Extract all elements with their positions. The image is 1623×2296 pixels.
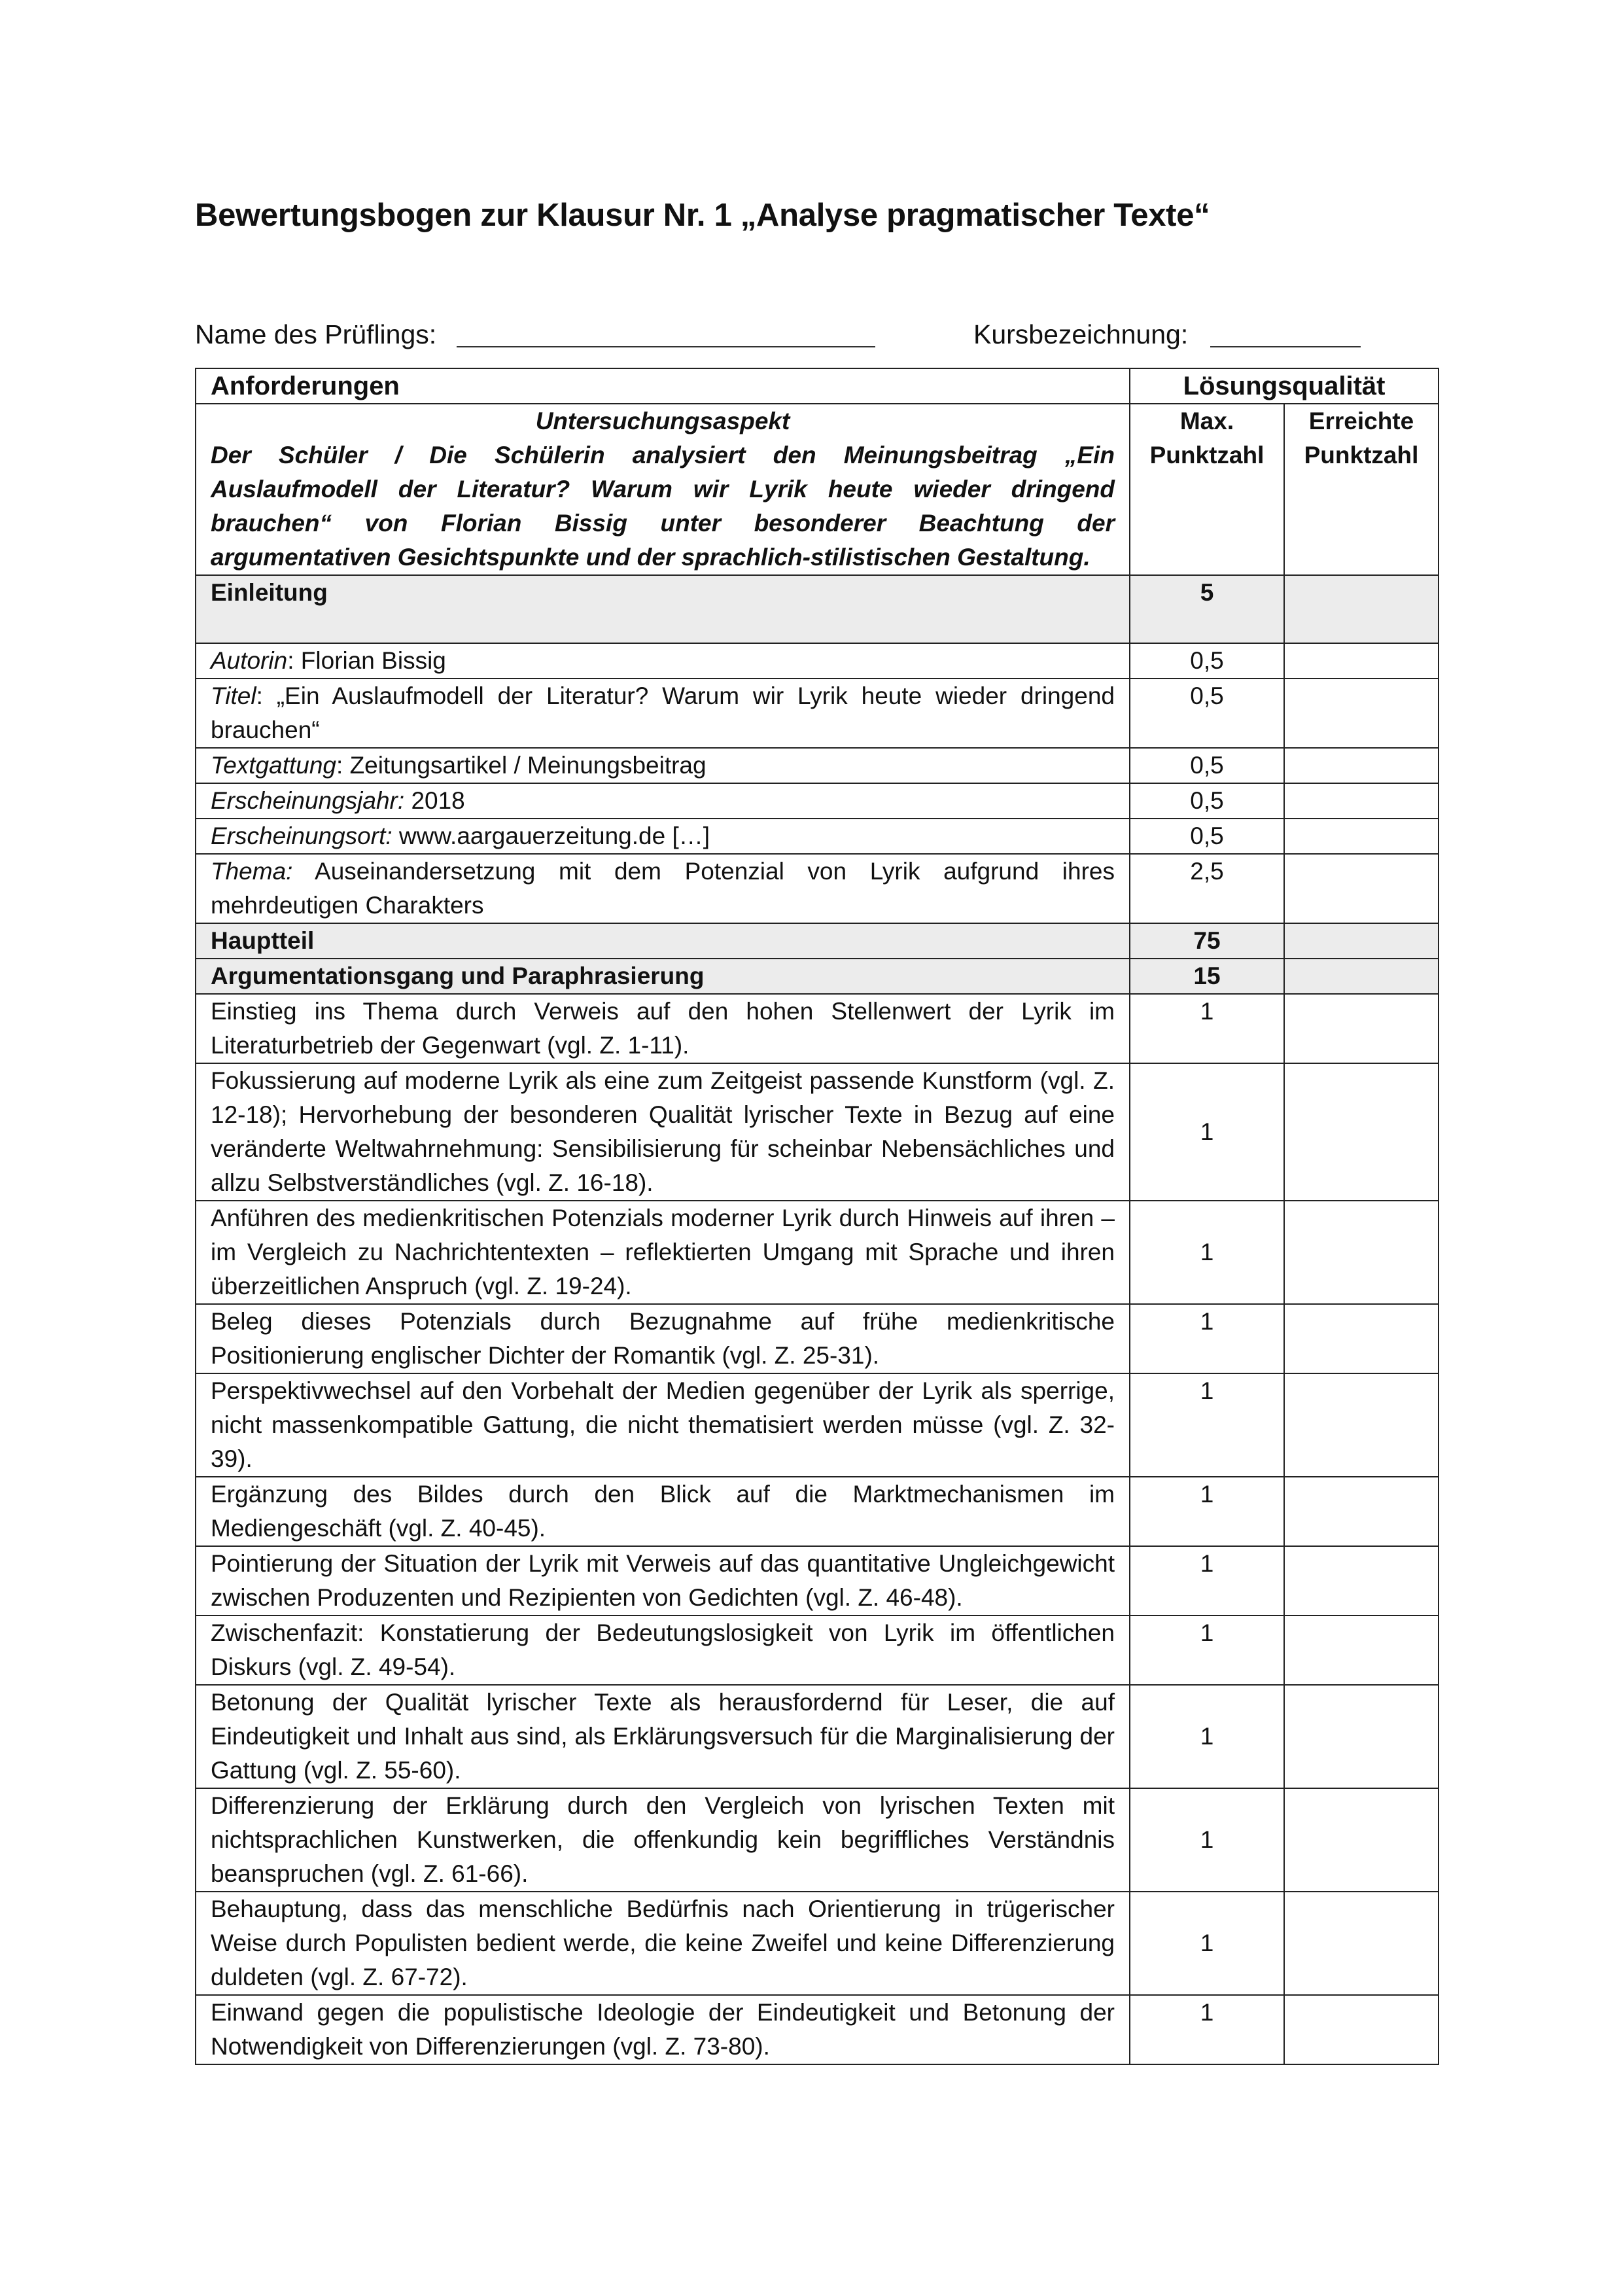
criterion-text <box>196 783 1130 819</box>
section-row <box>196 575 1439 643</box>
table-row <box>196 1995 1439 2064</box>
max-points-cell: 0,5 <box>1130 679 1284 748</box>
section-argumentation-points: 15 <box>1130 959 1284 994</box>
criterion-text: Beleg dieses Potenzials durch Bezugnahme auf frühe medienkritische Positionierung englischer Dichter der Romantik (vgl. Z. 25-31). <box>196 1304 1130 1373</box>
max-points-cell: 1 <box>1130 1546 1284 1616</box>
criterion-label: Autorin <box>211 647 288 674</box>
table-row <box>196 1685 1439 1788</box>
table-row <box>196 994 1439 1063</box>
table-row <box>196 819 1439 854</box>
reached-points-cell[interactable] <box>1284 575 1439 643</box>
criterion-text: Anführen des medienkritischen Potenzials moderner Lyrik durch Hinweis auf ihren – im Vergleich zu Nachrichtentexten – reflektierten Umgang mit Sprache und ihren überzeitlichen Anspruch (vgl. Z. 19-24). <box>196 1201 1130 1304</box>
table-row <box>196 1304 1439 1373</box>
reached-points-cell[interactable] <box>1284 1995 1439 2064</box>
criterion-text: Perspektivwechsel auf den Vorbehalt der Medien gegenüber der Lyrik als sperrige, nicht massenkompatible Gattung, die nicht thematisiert werden müsse (vgl. Z. 32-39). <box>196 1373 1130 1477</box>
criterion-label: Textgattung <box>211 752 337 779</box>
reached-points-cell[interactable] <box>1284 1892 1439 1995</box>
aspect-cell <box>196 404 1130 575</box>
criterion-text <box>196 854 1130 923</box>
max-points-cell: 0,5 <box>1130 748 1284 783</box>
table-row <box>196 748 1439 783</box>
max-points-cell: 1 <box>1130 994 1284 1063</box>
criterion-value: : Zeitungsartikel / Meinungsbeitrag <box>336 752 707 779</box>
header-solution-quality: Lösungsqualität <box>1130 368 1439 404</box>
header-requirements: Anforderungen <box>196 368 1130 404</box>
section-argumentation-label: Argumentationsgang und Paraphrasierung <box>196 959 1130 994</box>
reached-points-cell[interactable] <box>1284 643 1439 679</box>
table-row <box>196 679 1439 748</box>
criterion-text <box>196 748 1130 783</box>
criterion-label: Thema: <box>211 858 293 885</box>
criterion-label: Titel <box>211 682 256 709</box>
reached-points-cell[interactable] <box>1284 1063 1439 1201</box>
criterion-text: Behauptung, dass das menschliche Bedürfnis nach Orientierung in trügerischer Weise durch Populisten bedient werde, die keine Zweifel und keine Differenzierung duldeten (vgl. Z. 67-72). <box>196 1892 1130 1995</box>
table-row <box>196 1616 1439 1685</box>
reached-points-cell[interactable] <box>1284 1304 1439 1373</box>
reached-points-cell[interactable] <box>1284 1788 1439 1892</box>
max-points-cell: 0,5 <box>1130 783 1284 819</box>
criterion-text: Betonung der Qualität lyrischer Texte als herausfordernd für Leser, die auf Eindeutigkeit und Inhalt aus sind, als Erklärungsversuch für die Marginalisierung der Gattung (vgl. Z. 55-60). <box>196 1685 1130 1788</box>
reached-points-cell[interactable] <box>1284 1373 1439 1477</box>
section-hauptteil-points: 75 <box>1130 923 1284 959</box>
criterion-label: Erscheinungsjahr: <box>211 787 405 814</box>
criterion-text <box>196 819 1130 854</box>
section-row <box>196 959 1439 994</box>
table-row <box>196 1477 1439 1546</box>
table-row <box>196 1546 1439 1616</box>
criterion-text <box>196 643 1130 679</box>
reached-points-cell[interactable] <box>1284 819 1439 854</box>
reached-points-cell[interactable] <box>1284 679 1439 748</box>
criterion-value: Auseinandersetzung mit dem Potenzial von Lyrik aufgrund ihres mehrdeutigen Charakters <box>211 858 1115 919</box>
document-page <box>195 196 1438 2060</box>
table-row <box>196 1063 1439 1201</box>
header-fields <box>195 315 1438 354</box>
criterion-text: Zwischenfazit: Konstatierung der Bedeutungslosigkeit von Lyrik im öffentlichen Diskurs (vgl. Z. 49-54). <box>196 1616 1130 1685</box>
criterion-value: www.aargauerzeitung.de […] <box>392 822 710 849</box>
criterion-text: Pointierung der Situation der Lyrik mit Verweis auf das quantitative Ungleichgewicht zwischen Produzenten und Rezipienten von Gedichten (vgl. Z. 46-48). <box>196 1546 1130 1616</box>
max-points-cell: 1 <box>1130 1477 1284 1546</box>
grading-table <box>195 368 1439 2065</box>
reached-points-cell[interactable] <box>1284 1616 1439 1685</box>
section-row <box>196 923 1439 959</box>
max-points-cell: 1 <box>1130 1201 1284 1304</box>
max-points-cell: 1 <box>1130 1373 1284 1477</box>
table-row <box>196 1201 1439 1304</box>
max-points-cell: 1 <box>1130 1304 1284 1373</box>
reached-points-cell[interactable] <box>1284 1546 1439 1616</box>
criterion-value: : „Ein Auslaufmodell der Literatur? Warum wir Lyrik heute wieder dringend brauchen“ <box>211 682 1115 743</box>
table-row <box>196 854 1439 923</box>
aspect-row <box>196 404 1439 575</box>
max-points-cell: 1 <box>1130 1788 1284 1892</box>
criterion-value: : Florian Bissig <box>287 647 446 674</box>
page-title: Bewertungsbogen zur Klausur Nr. 1 „Analyse pragmatischer Texte“ <box>195 198 1210 233</box>
reached-points-cell[interactable] <box>1284 783 1439 819</box>
criterion-text: Einwand gegen die populistische Ideologie der Eindeutigkeit und Betonung der Notwendigkeit von Differenzierungen (vgl. Z. 73-80). <box>196 1995 1130 2064</box>
criterion-text: Ergänzung des Bildes durch den Blick auf die Marktmechanismen im Mediengeschäft (vgl. Z. 40-45). <box>196 1477 1130 1546</box>
criterion-text: Fokussierung auf moderne Lyrik als eine zum Zeitgeist passende Kunstform (vgl. Z. 12-18); Hervorhebung der besonderen Qualität lyrischer Texte in Bezug auf eine veränderte Weltwahrnehmung: Sensibilisierung für scheinbar Nebensächliches und allzu Selbstverständliches (vgl. Z. 16-18). <box>196 1063 1130 1201</box>
max-points-cell: 1 <box>1130 1063 1284 1201</box>
table-row <box>196 1788 1439 1892</box>
table-row <box>196 1373 1439 1477</box>
criterion-value: 2018 <box>404 787 465 814</box>
aspect-subheader: Untersuchungsaspekt <box>535 408 790 434</box>
col-max-points: Max. Punktzahl <box>1130 404 1284 575</box>
reached-points-cell[interactable] <box>1284 1201 1439 1304</box>
max-points-cell: 1 <box>1130 1995 1284 2064</box>
course-field[interactable] <box>1210 346 1361 347</box>
max-points-cell: 0,5 <box>1130 643 1284 679</box>
table-header-row <box>196 368 1439 404</box>
criterion-text: Differenzierung der Erklärung durch den Vergleich von lyrischen Texten mit nichtsprachlichen Kunstwerken, die offenkundig kein begriffliches Verständnis beanspruchen (vgl. Z. 61-66). <box>196 1788 1130 1892</box>
reached-points-cell[interactable] <box>1284 923 1439 959</box>
name-label: Name des Prüflings: <box>195 319 437 349</box>
section-einleitung-points: 5 <box>1130 575 1284 643</box>
name-field[interactable] <box>457 346 875 347</box>
max-points-cell: 2,5 <box>1130 854 1284 923</box>
aspect-intro: Der Schüler / Die Schülerin analysiert den Meinungsbeitrag „Ein Auslaufmodell der Literatur? Warum wir Lyrik heute wieder dringend brauchen“ von Florian Bissig unter besonderer Beachtung der argumentativen Gesichtspunkte und der sprachlich-stilistischen Gestaltung. <box>211 442 1115 571</box>
reached-points-cell[interactable] <box>1284 994 1439 1063</box>
table-row <box>196 643 1439 679</box>
table-row <box>196 1892 1439 1995</box>
max-points-cell: 0,5 <box>1130 819 1284 854</box>
reached-points-cell[interactable] <box>1284 1685 1439 1788</box>
table-row <box>196 783 1439 819</box>
section-einleitung-label: Einleitung <box>196 575 1130 643</box>
max-points-cell: 1 <box>1130 1685 1284 1788</box>
criterion-label: Erscheinungsort: <box>211 822 393 849</box>
max-points-cell: 1 <box>1130 1616 1284 1685</box>
max-points-cell: 1 <box>1130 1892 1284 1995</box>
reached-points-cell[interactable] <box>1284 854 1439 923</box>
intro-rows <box>196 643 1439 923</box>
argument-rows <box>196 994 1439 2064</box>
reached-points-cell[interactable] <box>1284 959 1439 994</box>
reached-points-cell[interactable] <box>1284 748 1439 783</box>
criterion-text <box>196 679 1130 748</box>
col-reached-points: Erreichte Punktzahl <box>1284 404 1439 575</box>
criterion-text: Einstieg ins Thema durch Verweis auf den hohen Stellenwert der Lyrik im Literaturbetrieb der Gegenwart (vgl. Z. 1-11). <box>196 994 1130 1063</box>
course-label: Kursbezeichnung: <box>973 319 1189 349</box>
reached-points-cell[interactable] <box>1284 1477 1439 1546</box>
section-hauptteil-label: Hauptteil <box>196 923 1130 959</box>
